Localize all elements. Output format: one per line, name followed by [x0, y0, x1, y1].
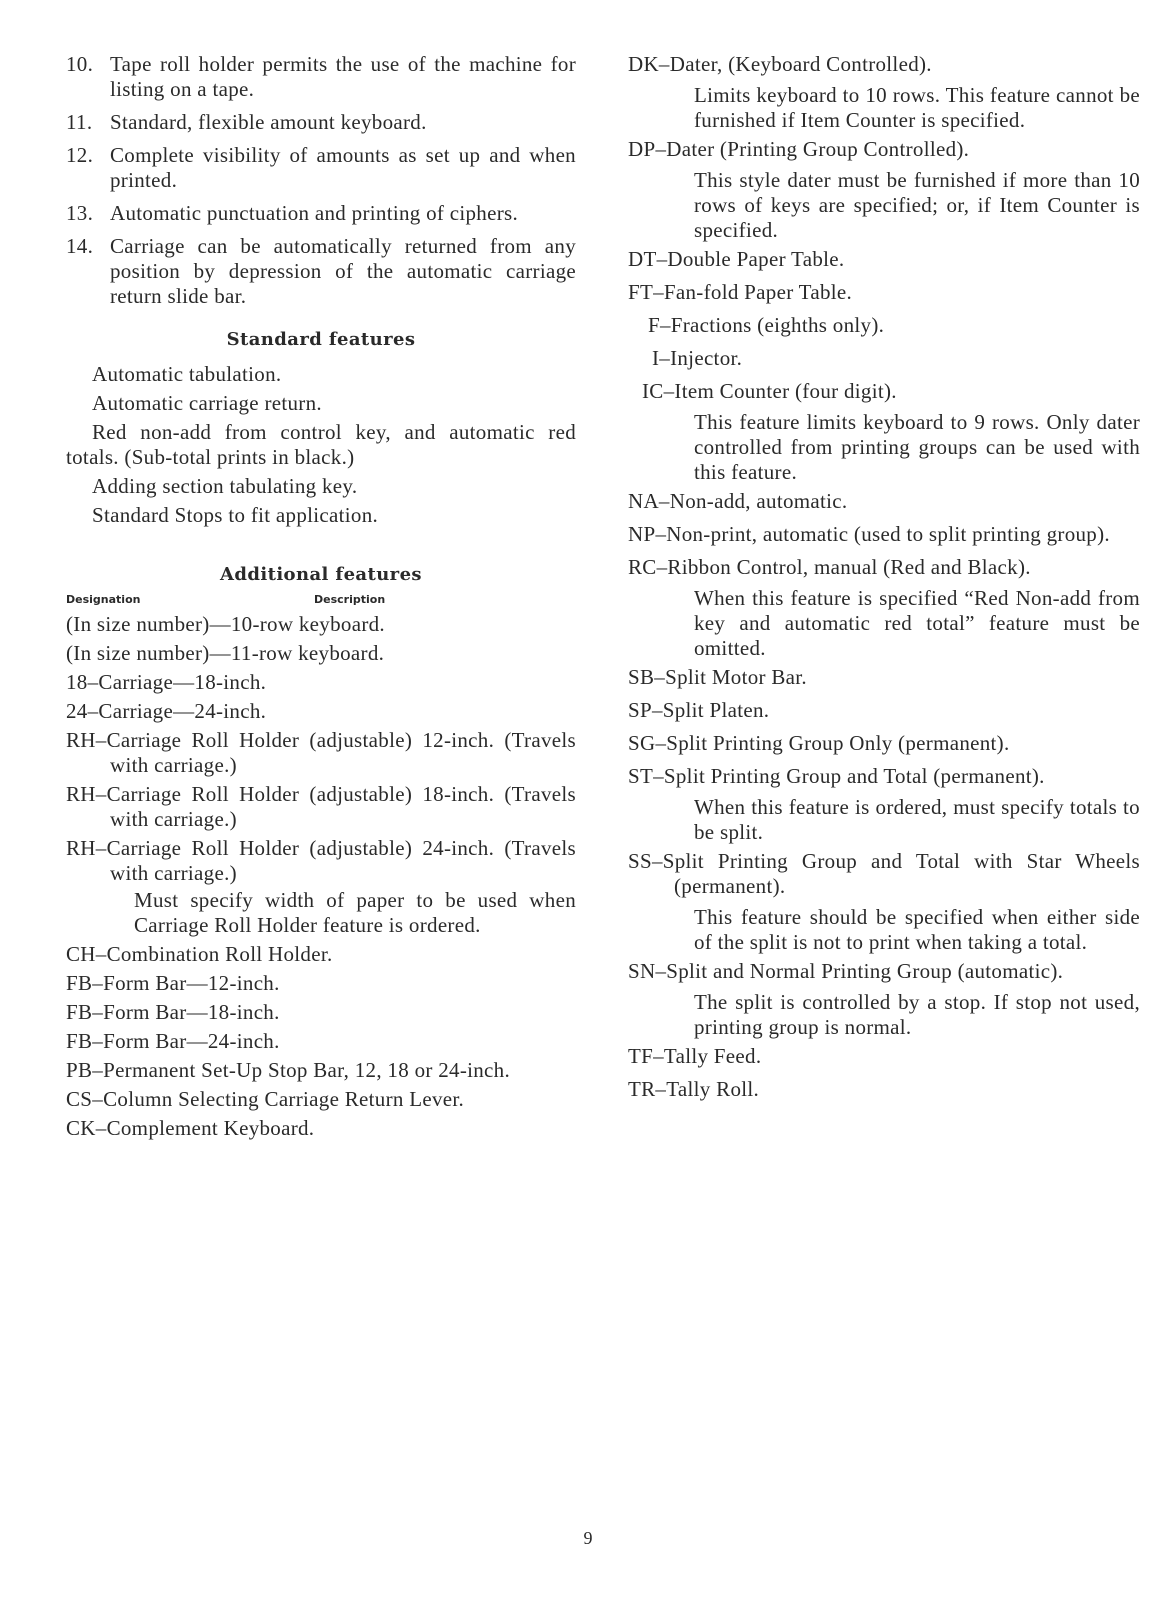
feature-note: When this feature is specified “Red Non-add from key and automatic red total” feature must be omitted. [694, 586, 1140, 660]
feature-title: SB–Split Motor Bar. [628, 665, 807, 689]
list-item [628, 665, 1140, 690]
list-item [628, 379, 1140, 404]
feature-title: DT–Double Paper Table. [628, 247, 845, 271]
list-item: Adding section tabulating key. [92, 474, 358, 498]
list-item [628, 137, 1140, 162]
list-item [628, 1077, 1140, 1102]
list-item: FB–Form Bar—12-inch. [66, 971, 280, 995]
list-item: CH–Combination Roll Holder. [66, 942, 333, 966]
list-item: FB–Form Bar—24-inch. [66, 1029, 280, 1053]
feature-note: Must specify width of paper to be used when Carriage Roll Holder feature is ordered. [134, 888, 576, 937]
list-item [628, 489, 1140, 514]
list-item: 24–Carriage—24-inch. [66, 699, 267, 723]
additional-features-list [66, 612, 576, 1141]
feature-title: FT–Fan-fold Paper Table. [628, 280, 853, 304]
feature-title: DP–Dater (Printing Group Controlled). [628, 137, 970, 161]
list-item: (In size number)—10-row keyboard. [66, 612, 385, 636]
numbered-list [66, 52, 576, 309]
list-item [628, 764, 1140, 789]
feature-title: SS–Split Printing Group and Total with Star Wheels (permanent). [628, 849, 1140, 898]
left-column [66, 52, 576, 1145]
item-number: 11. [66, 110, 93, 134]
item-text: Standard, flexible amount keyboard. [110, 110, 427, 134]
additional-features-heading: Additional features [220, 564, 422, 585]
list-item [628, 346, 1140, 371]
feature-title: SN–Split and Normal Printing Group (automatic). [628, 959, 1064, 983]
list-item: FB–Form Bar—18-inch. [66, 1000, 280, 1024]
feature-title: NA–Non-add, automatic. [628, 489, 848, 513]
item-text: Complete visibility of amounts as set up and when printed. [110, 143, 576, 192]
feature-title: F–Fractions (eighths only). [648, 313, 885, 337]
item-text: Tape roll holder permits the use of the machine for listing on a tape. [110, 52, 576, 101]
item-number: 13. [66, 201, 94, 225]
list-item: CK–Complement Keyboard. [66, 1116, 315, 1140]
item-number: 10. [66, 52, 94, 76]
list-item [66, 234, 576, 309]
feature-note: Limits keyboard to 10 rows. This feature cannot be furnished if Item Counter is specified. [694, 83, 1140, 132]
item-number: 14. [66, 234, 94, 258]
standard-features-heading: Standard features [226, 329, 416, 350]
list-item [66, 110, 576, 135]
feature-note: This style dater must be furnished if more than 10 rows of keys are specified; or, if Item Counter is specified. [694, 168, 1140, 242]
list-item [628, 1044, 1140, 1069]
page-number: 9 [583, 1528, 593, 1548]
list-item: PB–Permanent Set-Up Stop Bar, 12, 18 or 24-inch. [66, 1058, 511, 1082]
designation-header: Designation [66, 593, 141, 606]
item-number: 12. [66, 143, 94, 167]
list-item [628, 280, 1140, 305]
feature-title: ST–Split Printing Group and Total (permanent). [628, 764, 1045, 788]
feature-title: DK–Dater, (Keyboard Controlled). [628, 52, 932, 76]
feature-title: TF–Tally Feed. [628, 1044, 762, 1068]
feature-title: TR–Tally Roll. [628, 1077, 760, 1101]
list-item [66, 201, 576, 226]
feature-note: The split is controlled by a stop. If stop not used, printing group is normal. [694, 990, 1140, 1039]
list-item [628, 52, 1140, 77]
description-header: Description [314, 593, 386, 606]
list-item [628, 731, 1140, 756]
list-item: RH–Carriage Roll Holder (adjustable) 24-inch. (Travels with carriage.) [66, 836, 576, 885]
list-item [628, 522, 1140, 547]
list-item: Automatic tabulation. [92, 362, 282, 386]
list-item: 18–Carriage—18-inch. [66, 670, 267, 694]
feature-title: I–Injector. [652, 346, 743, 370]
list-item: Red non-add from control key, and automatic red totals. (Sub-total prints in black.) [66, 420, 576, 469]
list-item: Standard Stops to fit application. [92, 503, 379, 527]
list-item [628, 849, 1140, 899]
list-item [628, 247, 1140, 272]
list-item: RH–Carriage Roll Holder (adjustable) 18-inch. (Travels with carriage.) [66, 782, 576, 831]
list-item [628, 555, 1140, 580]
list-item [66, 52, 576, 102]
feature-title: IC–Item Counter (four digit). [642, 379, 897, 403]
column-headers [66, 593, 576, 606]
right-column [628, 52, 1140, 1110]
list-item: CS–Column Selecting Carriage Return Lever. [66, 1087, 465, 1111]
list-item: RH–Carriage Roll Holder (adjustable) 12-inch. (Travels with carriage.) [66, 728, 576, 777]
feature-title: RC–Ribbon Control, manual (Red and Black). [628, 555, 1031, 579]
standard-features-list [66, 362, 576, 528]
feature-note: When this feature is ordered, must specify totals to be split. [694, 795, 1140, 844]
list-item: (In size number)—11-row keyboard. [66, 641, 385, 665]
feature-title: NP–Non-print, automatic (used to split printing group). [628, 522, 1110, 546]
list-item [628, 313, 1140, 338]
item-text: Automatic punctuation and printing of ciphers. [110, 201, 519, 225]
list-item [628, 698, 1140, 723]
list-item [628, 959, 1140, 984]
list-item: Automatic carriage return. [92, 391, 322, 415]
feature-note: This feature limits keyboard to 9 rows. Only dater controlled from printing groups can be used with this feature. [694, 410, 1140, 484]
feature-note: This feature should be specified when either side of the split is not to print when taking a total. [694, 905, 1140, 954]
list-item [66, 143, 576, 193]
feature-title: SG–Split Printing Group Only (permanent). [628, 731, 1010, 755]
feature-title: SP–Split Platen. [628, 698, 770, 722]
item-text: Carriage can be automatically returned from any position by depression of the automatic carriage return slide bar. [110, 234, 576, 308]
